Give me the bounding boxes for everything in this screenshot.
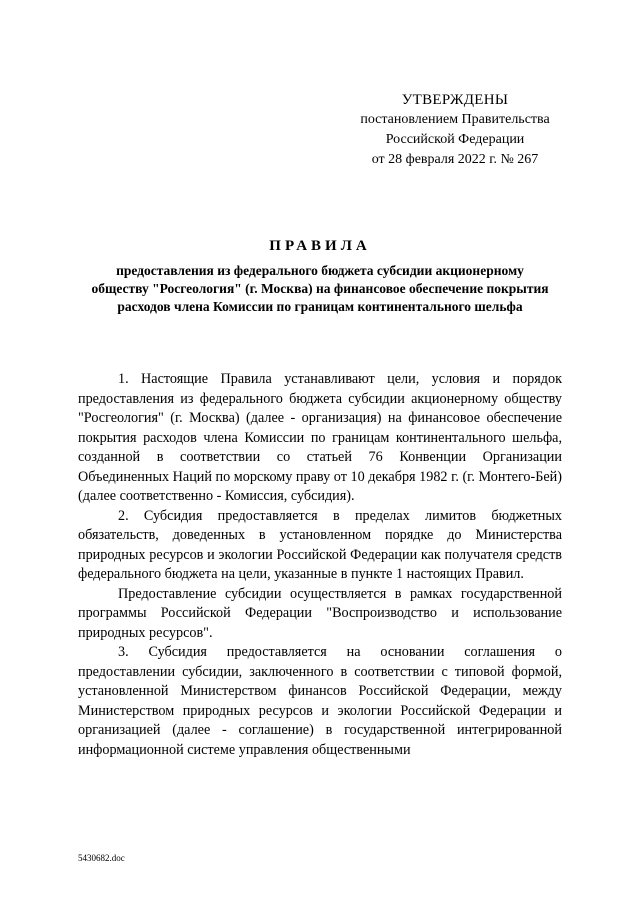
footer-filename: 5430682.doc (78, 853, 125, 863)
paragraph-3: 3. Субсидия предоставляется на основании соглашения о предоставлении субсидии, заключенного в соответствии с типовой формой, установленной Министерством финансов Российской Федерации, между Министерством природных ресурсов и экологии Российской Федерации и организацией (далее - соглашение) в государственной интегрированной информационной системе управления общественными (78, 644, 562, 758)
approval-line-1: постановлением Правительства (360, 112, 550, 127)
approval-block (345, 90, 565, 170)
approval-line-3: от 28 февраля 2022 г. № 267 (371, 152, 539, 167)
paragraph-2: 2. Субсидия предоставляется в пределах лимитов бюджетных обязательств, доведенных в установленном порядке до Министерства природных ресурсов и экологии Российской Федерации как получателя средств федерального бюджета на цели, указанные в пункте 1 настоящих Правил. (78, 507, 562, 582)
document-subtitle: предоставления из федерального бюджета субсидии акционерному обществу "Росгеология" (г. Москва) на финансовое обеспечение покрытия расходов члена Комиссии по границам континентального шельфа (91, 263, 549, 314)
paragraph-2-continued: Предоставление субсидии осуществляется в рамках государственной программы Российской Федерации "Воспроизводство и использование природных ресурсов". (78, 585, 562, 641)
approval-line-2: Российской Федерации (385, 132, 525, 147)
document-title: ПРАВИЛА (269, 238, 371, 254)
paragraph-1: 1. Настоящие Правила устанавливают цели, условия и порядок предоставления из федерального бюджета субсидии акционерному обществу "Росгеология" (г. Москва) (далее - организация) на финансовое обеспечение покрытия расходов члена Комиссии по границам континентального шельфа, созданной в соответствии со статьей 76 Конвенции Организации Объединенных Наций по морскому праву от 10 декабря 1982 г. (г. Монтего-Бей) (далее соответственно - Комиссия, субсидия). (78, 371, 562, 504)
document-body (78, 370, 562, 760)
approval-heading: УТВЕРЖДЕНЫ (401, 92, 509, 108)
